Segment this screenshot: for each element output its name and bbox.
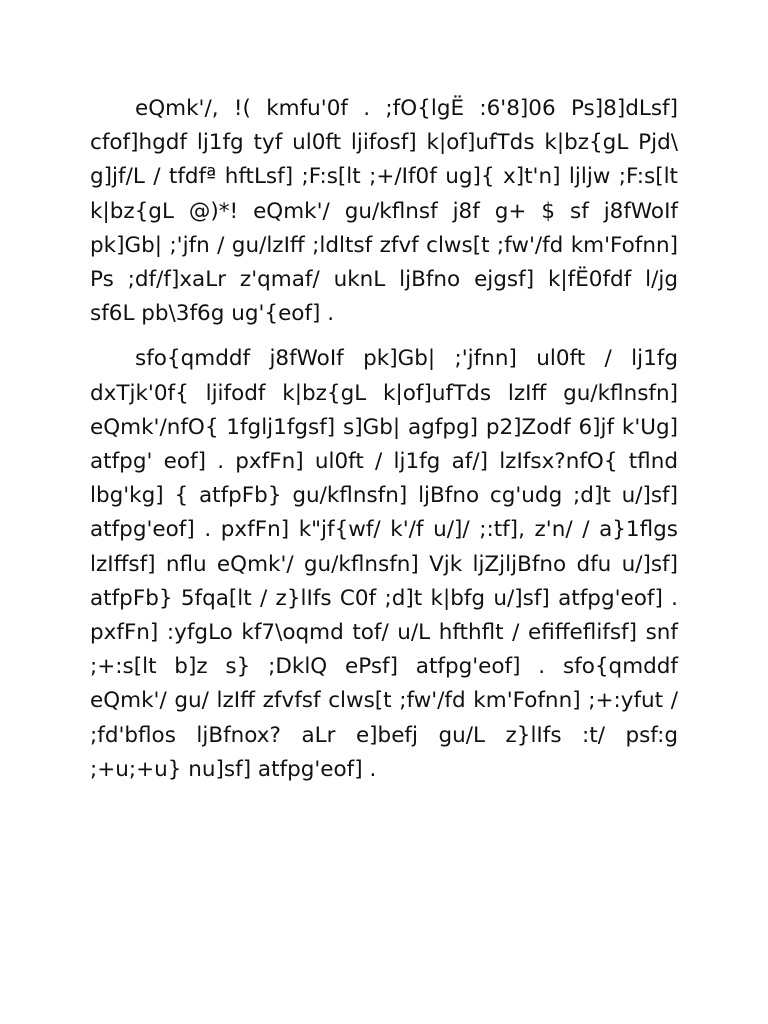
paragraph-2: sfo{qmddf j8fWoIf pk]Gb| ;'jfnn] ul0ft / lj1fg dxTjk'0f{ ljifodf k|bz{gL k|of]ufTds lzIff gu/kflnsfn] eQmk'/nfO{ 1fglj1fgsf] s]Gb| agfpg] p2]Zodf 6]jf k'Ug] atfpg' eof] . pxfFn] ul0ft / lj1fg af/] lzIfsx?nfO{ tflnd lbg'kg] { atfpFb} gu/kflnsfn] ljBfno cg'udg ;d]t u/]sf] atfpg'eof] . pxfFn] k"jf{wf/ k'/f u/]/ ;:tf], z'n/ / a}1flgs lzIffsf] nflu eQmk'/ gu/kflnsfn] Vjk ljZjljBfno dfu u/]sf] atfpFb} 5fqa[lt / z}lIfs C0f ;d]t k|bfg u/]sf] atfpg'eof] . pxfFn] :yfgLo kf7\oqmd tof/ u/L hfthflt / efiffeflifsf] snf ;+:s[lt b]z s} ;DklQ ePsf] atfpg'eof] . sfo{qmddf eQmk'/ gu/ lzIff zfvfsf clws[t ;fw'/fd km'Fofnn] ;+:yfut / ;fd'bflos ljBfnox? aLr e]befj gu/L z}lIfs :t/ psf:g ;+u;+u} nu]sf] atfpg'eof] . — [90, 346, 678, 782]
document-page — [90, 92, 678, 787]
paragraph-1: eQmk'/, !( kmfu'0f . ;fO{lgË :6'8]06 Ps]8]dLsf] cfof]hgdf lj1fg tyf ul0ft ljifosf] k|of]ufTds k|bz{gL Pjd\ g]jf/L / tfdfª hftLsf] ;F:s[lt ;+/If0f ug]{ x]t'n] ljljw ;F:s[lt k|bz{gL @)*! eQmk'/ gu/kflnsf j8f g+ $ sf j8fWoIf pk]Gb| ;'jfn / gu/lzIff ;ldltsf zfvf clws[t ;fw'/fd km'Fofnn] Ps ;df/f]xaLr z'qmaf/ uknL ljBfno ejgsf] k|fË0fdf l/jg sf6L pb\3f6g ug'{eof] . — [90, 96, 678, 327]
